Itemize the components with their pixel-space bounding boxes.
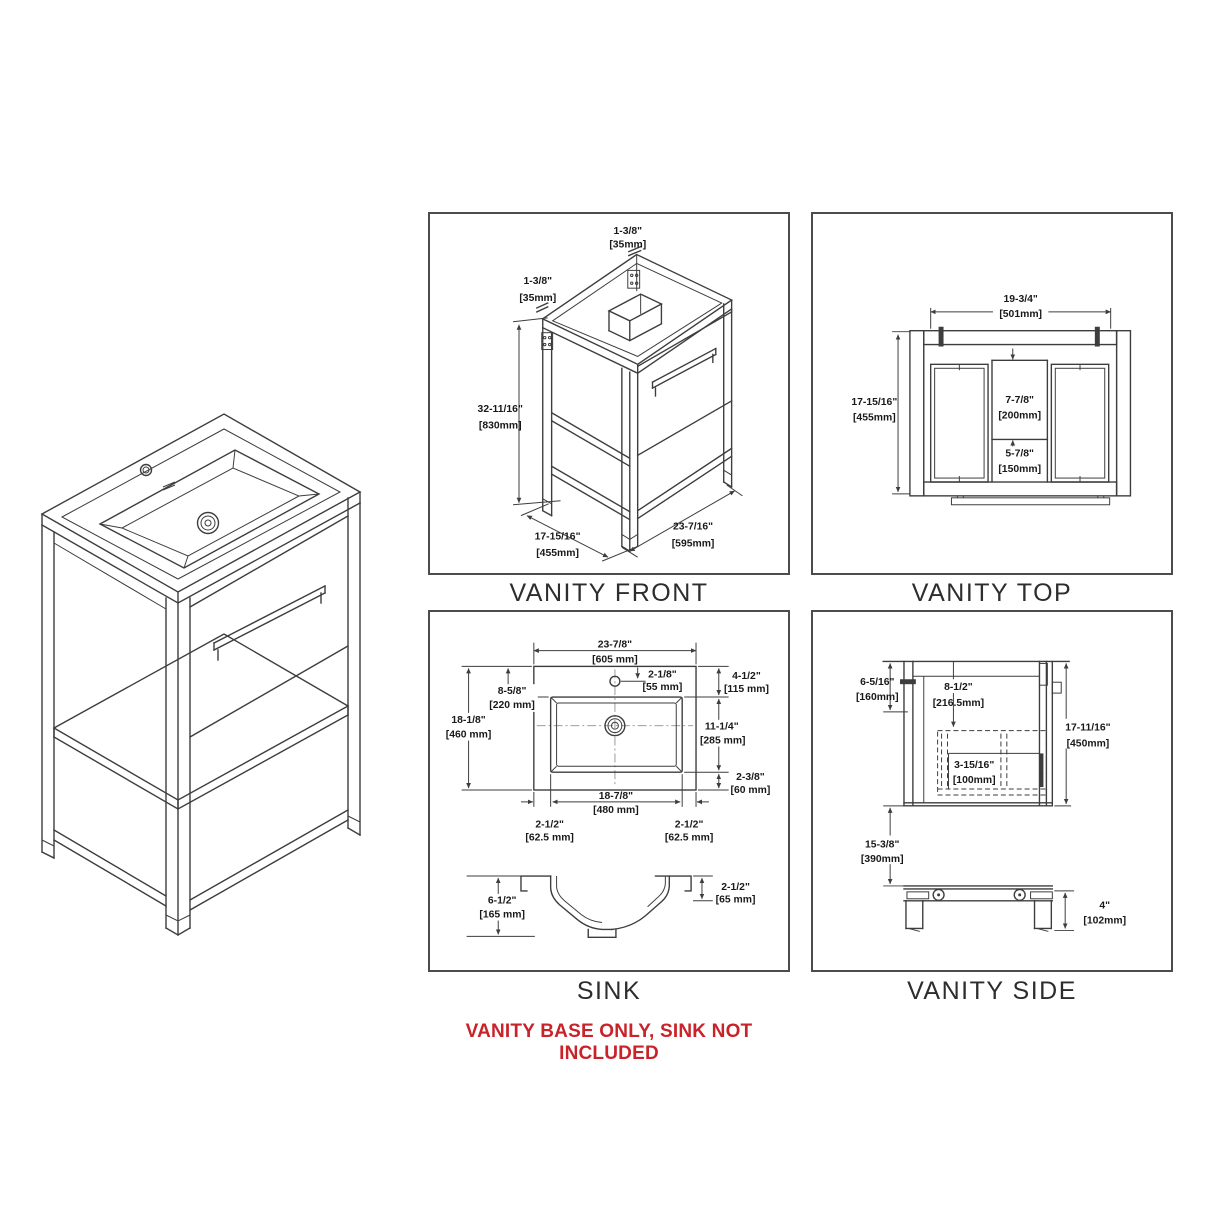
- dim-leg-height-in: 4": [1099, 900, 1111, 912]
- top-towel-bar: [951, 496, 1109, 505]
- dim-back-overhang-in: 6-5/16": [860, 677, 895, 689]
- bottom-stretchers: [54, 810, 348, 910]
- caption-vanity-top: VANITY TOP: [911, 579, 1073, 607]
- knob: [1052, 682, 1061, 693]
- dim-faucet-in: 2-1/8": [648, 669, 677, 681]
- dim-bowl-height-mm: [165 mm]: [479, 909, 525, 921]
- panel-vanity-side: [811, 610, 1173, 972]
- dim-leg-height-mm: [102mm]: [1083, 915, 1127, 927]
- drain: [198, 513, 219, 534]
- dim-sink-width-in: 23-7/8": [597, 639, 633, 651]
- dim-right-edge-mm: [62.5 mm]: [664, 832, 714, 844]
- front-towel-bar: [653, 349, 716, 396]
- dim-front-edge-mm: [60 mm]: [730, 784, 771, 796]
- open-shelf: [54, 634, 348, 809]
- vanity-top-drawing: [813, 214, 1171, 573]
- sink-drawing: [430, 612, 788, 970]
- dim-width-mm: [595mm]: [671, 538, 715, 550]
- dim-faucet-mm: [55 mm]: [642, 682, 683, 694]
- dim-center-opening-in: 7-7/8": [1005, 394, 1034, 406]
- caption-vanity-front: VANITY FRONT: [509, 579, 709, 607]
- dim-sink-depth-mm: [460 mm]: [445, 729, 492, 741]
- vanity-front-drawing: [430, 214, 788, 573]
- dim-right-edge-in: 2-1/2": [674, 819, 704, 831]
- dim-bowl-height-in: 6-1/2": [487, 895, 517, 907]
- dim-side-rail-in: 1-3/8": [523, 276, 553, 288]
- dim-top-depth-in: 8-1/2": [944, 682, 973, 694]
- vanity-isometric-drawing: [20, 388, 390, 948]
- dim-front-opening-mm: [150mm]: [998, 464, 1042, 476]
- dim-drawer-height-in: 3-15/16": [954, 760, 995, 772]
- dim-basin-depth-mm: [285 mm]: [699, 735, 746, 747]
- front-dimensions: [478, 226, 743, 561]
- faucet-hole: [141, 465, 152, 476]
- dim-front-opening-in: 5-7/8": [1005, 448, 1034, 460]
- dim-top-rail-in: 1-3/8": [613, 225, 643, 237]
- dim-open-height-in: 15-3/8": [865, 839, 900, 851]
- sink-dimensions: [442, 640, 770, 844]
- dim-left-edge-mm: [62.5 mm]: [525, 832, 574, 844]
- vanity-side-drawing: [813, 612, 1171, 970]
- towel-bar: [214, 586, 325, 660]
- dim-back-to-basin-in: 8-5/8": [497, 686, 527, 698]
- side-base-legs: [904, 886, 1052, 931]
- drawer-front: [190, 516, 348, 737]
- dim-back-edge-in: 4-1/2": [732, 671, 761, 683]
- clip-right: [1095, 327, 1100, 347]
- front-cubby-box: [609, 294, 661, 340]
- dim-center-opening-mm: [200mm]: [998, 410, 1042, 422]
- dim-depth-mm: [455mm]: [536, 548, 579, 560]
- dim-back-edge-mm: [115 mm]: [723, 684, 769, 696]
- sink-profile-view: [467, 876, 756, 937]
- disclaimer-note: VANITY BASE ONLY, SINK NOT INCLUDED: [465, 1021, 753, 1064]
- panel-vanity-front: [428, 212, 790, 575]
- dim-back-to-basin-mm: [220 mm]: [489, 699, 535, 711]
- side-dimensions: [856, 661, 1126, 930]
- caption-sink: SINK: [576, 977, 642, 1005]
- top-dimensions: [851, 294, 1110, 494]
- dim-open-height-mm: [390mm]: [860, 854, 904, 866]
- dim-left-edge-in: 2-1/2": [535, 819, 564, 831]
- dim-sink-depth-in: 18-1/8": [451, 714, 486, 726]
- dim-top-depth-mm: [455mm]: [852, 412, 896, 424]
- dim-top-depth-mm: [216.5mm]: [932, 697, 985, 709]
- dim-cabinet-height-in: 17-11/16": [1065, 722, 1111, 734]
- caption-vanity-side: VANITY SIDE: [907, 977, 1077, 1005]
- panel-sink: [428, 610, 790, 972]
- dim-cabinet-height-mm: [450mm]: [1066, 738, 1110, 750]
- dim-top-depth-in: 17-15/16": [851, 396, 898, 408]
- front-shelves: [552, 413, 732, 520]
- dim-rim-height-in: 2-1/2": [721, 881, 750, 893]
- dim-drawer-height-mm: [100mm]: [952, 775, 996, 787]
- dim-back-overhang-mm: [160mm]: [855, 692, 899, 704]
- panel-vanity-top: [811, 212, 1173, 575]
- clip-left: [939, 327, 944, 347]
- dim-front-edge-in: 2-3/8": [736, 772, 765, 784]
- front-iso-frame: [534, 247, 732, 552]
- countertop-sink: [42, 414, 360, 609]
- dim-basin-width-in: 18-7/8": [598, 790, 634, 802]
- dim-depth-in: 17-15/16": [534, 531, 581, 543]
- dim-height-in: 32-11/16": [477, 403, 523, 415]
- dim-top-width-in: 19-3/4": [1003, 294, 1038, 306]
- dim-basin-width-mm: [480 mm]: [593, 804, 639, 816]
- dim-side-rail-mm: [35mm]: [519, 293, 557, 305]
- dim-width-in: 23-7/16": [673, 521, 714, 533]
- dim-rim-height-mm: [65 mm]: [715, 894, 756, 906]
- dim-top-rail-mm: [35mm]: [609, 239, 647, 251]
- dim-sink-width-mm: [605 mm]: [592, 654, 638, 666]
- dim-basin-depth-in: 11-1/4": [704, 721, 739, 733]
- front-drawer-panel: [638, 312, 732, 455]
- dim-height-mm: [830mm]: [478, 420, 522, 432]
- side-clip: [900, 679, 916, 684]
- dim-top-width-mm: [501mm]: [999, 308, 1043, 320]
